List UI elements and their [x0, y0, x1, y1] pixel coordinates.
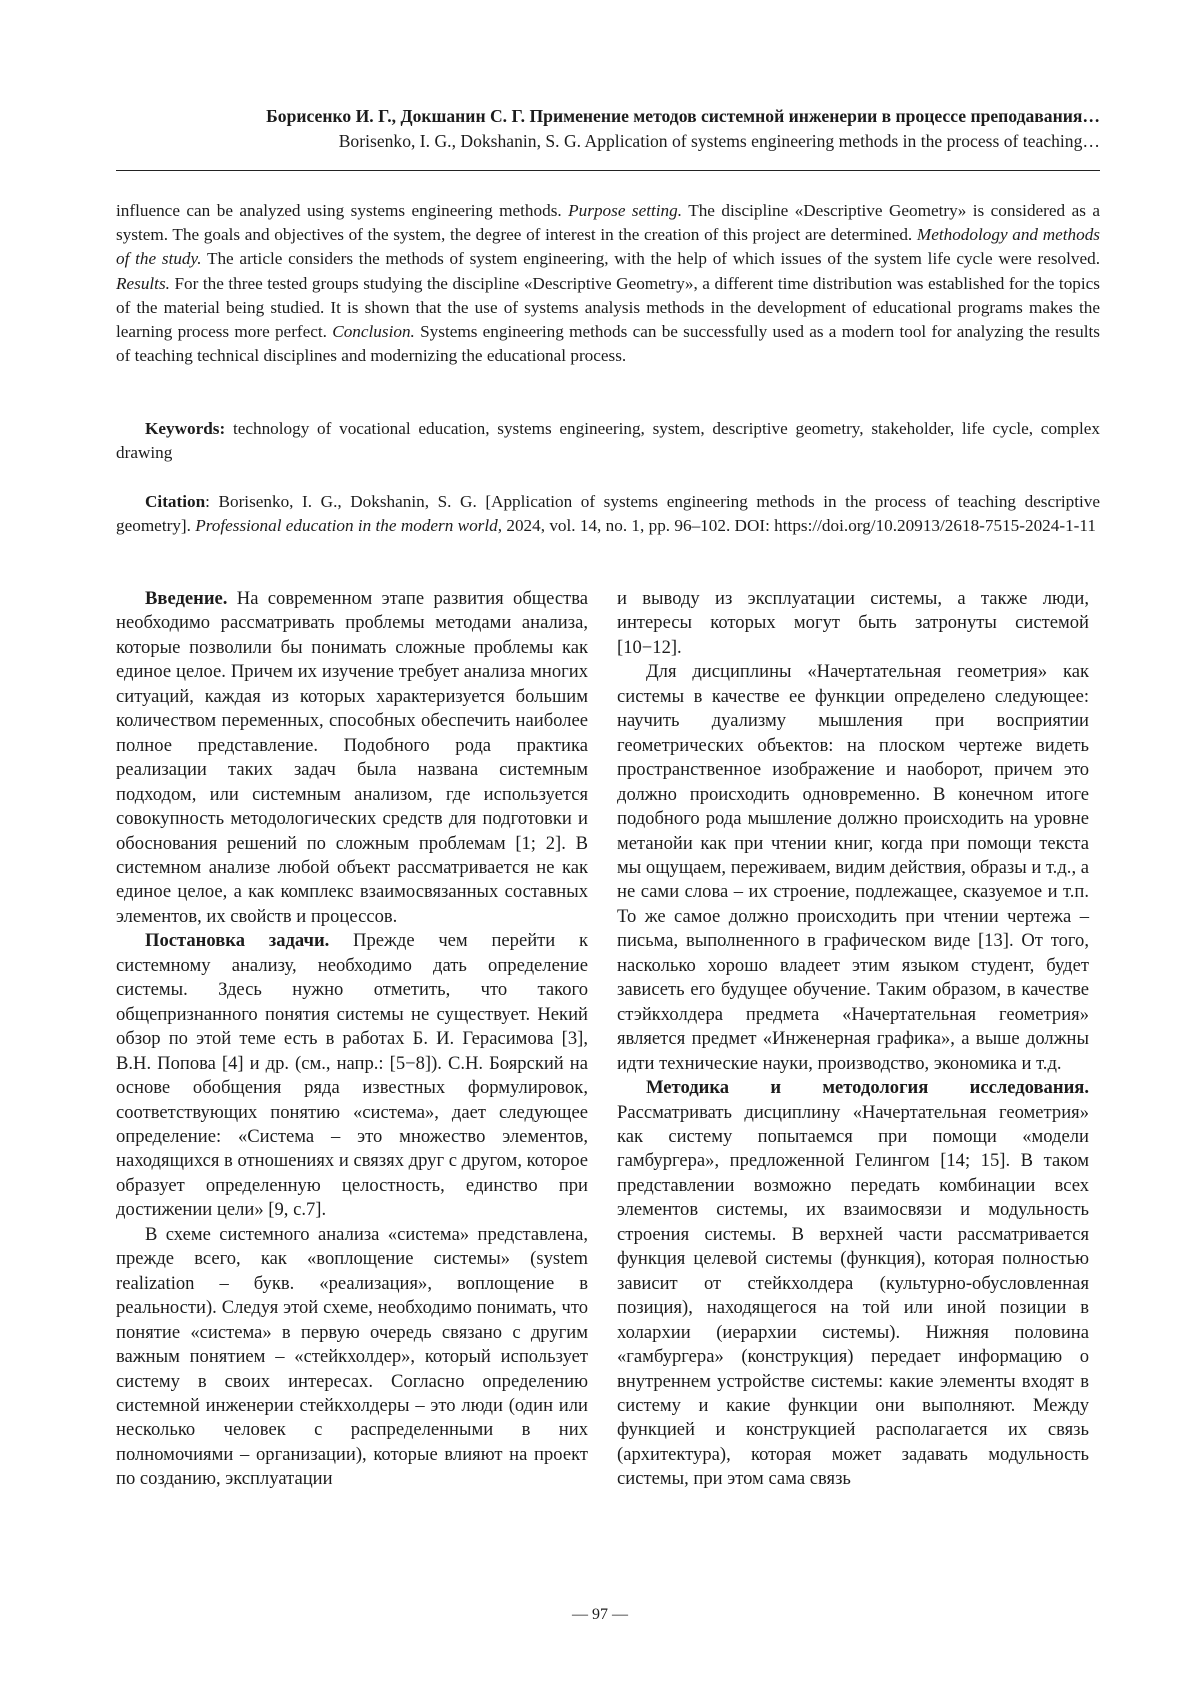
- abstract-text: The discipline «Descriptive Geometry» is considered as a system. The goals and objectives of the system, the degree of interest in the creation of this project are determined.: [116, 201, 1100, 244]
- paragraph-system-scheme: В схеме системного анализа «система» представлена, прежде всего, как «воплощение системы» (system realization – букв. «реализация», воплощение в реальности). Следуя этой схеме, необходимо понимать, что понятие «система» в первую очередь связано с другим важным понятием – «стейкхолдер», который использует систему в своих интересах. Согласно определению системной инженерии стейкхолдеры – это люди (один или несколько человек с распределенными в них полномочиями – организации), которые влияют на проект по созданию, эксплуатации: [116, 1223, 588, 1492]
- paragraph-text: На современном этапе развития общества необходимо рассматривать проблемы методами анализа, которые позволили бы понимать сложные проблемы как единое целое. Причем их изучение требует анализа многих ситуаций, каждая из которых характеризуется большим количеством переменных, способных обеспечить наиболее полное представление. Подобного рода практика реализации таких задач была названа системным подходом, или системным анализом, где используется совокупность методологических средств для подготовки и обоснования решений по сложным проблемам [1; 2]. В системном анализе любой объект рассматривается не как единое целое, а как комплекс взаимосвязанных составных элементов, их свойств и процессов.: [116, 588, 588, 927]
- running-header: [116, 104, 1100, 153]
- left-column: [116, 587, 588, 1492]
- paragraph-introduction: [116, 587, 588, 929]
- running-header-en: Borisenko, I. G., Dokshanin, S. G. Application of systems engineering methods in the process of teaching…: [116, 129, 1100, 153]
- running-header-ru: Борисенко И. Г., Докшанин С. Г. Применение методов системной инженерии в процессе преподавания…: [116, 104, 1100, 129]
- abstract-text: influence can be analyzed using systems engineering methods.: [116, 201, 568, 220]
- keywords-label: Keywords:: [145, 419, 225, 438]
- citation-text: 2024, vol. 14, no. 1, pp. 96–102. DOI: https://doi.org/10.20913/2618-7515-2024-1-11: [502, 516, 1096, 535]
- abstract-text: Systems engineering methods can be successfully used as a modern tool for analyzing the results of teaching technical disciplines and modernizing the educational process.: [116, 322, 1100, 365]
- section-heading-problem: Постановка задачи.: [145, 930, 329, 951]
- paragraph-text: Рассматривать дисциплину «Начертательная геометрия» как систему попытаемся при помощи «модели гамбургера», предложенной Гелингом [14; 15]. В таком представлении возможно передать комбинации всех элементов системы, их взаимосвязи и модульность строения системы. В верхней части рассматривается функция целевой системы (функция), которая полностью зависит от стейкхолдера (культурно-обусловленная позиция), находящегося на той или иной позиции в холархии (иерархии системы). Нижняя половина «гамбургера» (конструкция) передает информацию о внутреннем устройстве системы: какие элементы входят в систему и какие функции они выполняют. Между функцией и конструкцией располагается их связь (архитектура), которая может задавать модульность системы, при этом сама связь: [617, 1102, 1089, 1490]
- citation-text: : Borisenko, I. G., Dokshanin, S. G. [Application of systems engineering methods in the process of teaching descriptive geometry].: [116, 492, 1100, 535]
- paragraph-problem: [116, 929, 588, 1222]
- paragraph-text: Прежде чем перейти к системному анализу, необходимо дать определение системы. Здесь нужно отметить, что такого общепризнанного понятия системы не существует. Некий обзор по этой теме есть в работах Б. И. Герасимова [3], В.Н. Попова [4] и др. (см., напр.: [5−8]). С.Н. Боярский на основе обобщения ряда известных формулировок, соответствующих понятию «система», дает следующее определение: «Система – это множество элементов, находящихся в отношениях и связях друг с другом, которое образует определенную целостность, единство при достижении цели» [9, с.7].: [116, 930, 588, 1220]
- paragraph-continuation: и выводу из эксплуатации системы, а также люди, интересы которых могут быть затронуты системой [10−12].: [617, 587, 1089, 660]
- abstract: [116, 199, 1100, 368]
- citation: [116, 490, 1100, 538]
- page-number: — 97 —: [0, 1606, 1200, 1624]
- keywords: [116, 417, 1100, 465]
- header-divider: [116, 170, 1100, 171]
- abstract-heading-results: Results.: [116, 274, 170, 293]
- abstract-heading-methodology: Methodology and methods of the study.: [116, 225, 1100, 268]
- abstract-text: The article considers the methods of system engineering, with the help of which issues of the system life cycle were resolved.: [202, 249, 1101, 268]
- citation-journal: Professional education in the modern world,: [195, 516, 502, 535]
- citation-label: Citation: [145, 492, 205, 511]
- abstract-heading-purpose: Purpose setting.: [568, 201, 682, 220]
- paragraph-methodology: [617, 1076, 1089, 1492]
- section-heading-methodology: Методика и методология исследования.: [646, 1077, 1089, 1098]
- paragraph-discipline: Для дисциплины «Начертательная геометрия» как системы в качестве ее функции определено следующее: научить дуализму мышления при восприятии геометрических объектов: на плоском чертеже видеть пространственное изображение и наоборот, причем это должно происходить одновременно. В конечном итоге подобного рода мышление должно происходить на уровне метанойи как при чтении книг, когда при помощи текста мы ощущаем, переживаем, видим действия, образы и т.д., а не сами слова – их строение, подлежащее, сказуемое и т.п. То же самое должно происходить при чтении чертежа – письма, выполненного в графическом виде [13]. От того, насколько хорошо владеет этим языком студент, будет зависеть его будущее обучение. Таким образом, в качестве стэйкхолдера предмета «Начертательная геометрия» является предмет «Инженерная графика», а выше должны идти технические науки, производство, экономика и т.д.: [617, 660, 1089, 1076]
- right-column: [617, 587, 1089, 1492]
- keywords-text: technology of vocational education, systems engineering, system, descriptive geometry, stakeholder, life cycle, complex drawing: [116, 419, 1100, 462]
- section-heading-introduction: Введение.: [145, 588, 227, 609]
- abstract-text: For the three tested groups studying the discipline «Descriptive Geometry», a different time distribution was established for the topics of the material being studied. It is shown that the use of systems analysis methods in the development of educational programs makes the learning process more perfect.: [116, 274, 1100, 341]
- abstract-heading-conclusion: Conclusion.: [332, 322, 415, 341]
